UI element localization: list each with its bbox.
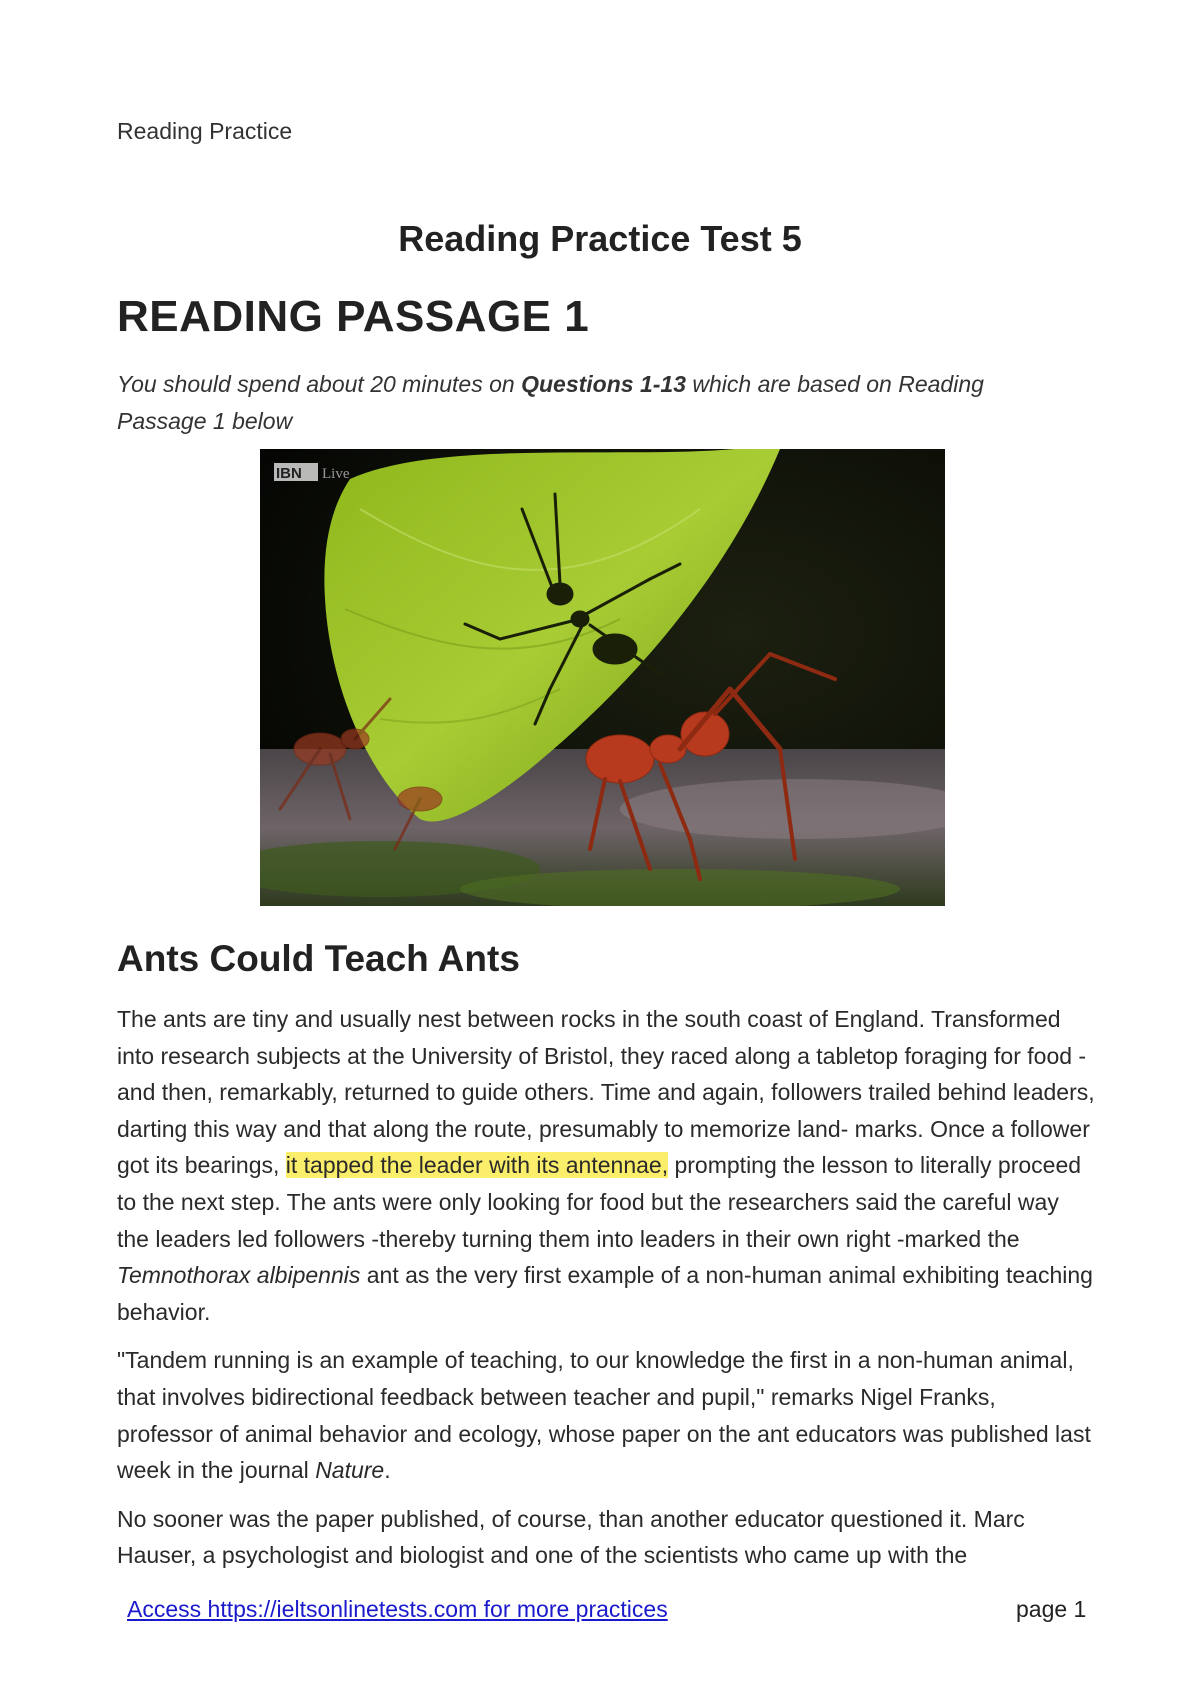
paragraph-2: "Tandem running is an example of teaching, to our knowledge the first in a non-human animal, that involves bidirectional feedback between teacher and pupil," remarks Nigel Franks, professor of animal behavior and ecology, whose paper on the ant educators was published last week in the journal Nature.	[117, 1347, 1091, 1484]
instructions	[117, 366, 1077, 440]
svg-text:Live: Live	[322, 466, 350, 482]
species-name: Temnothorax albipennis	[117, 1262, 361, 1289]
highlighted-text: it tapped the leader with its antennae,	[285, 1152, 669, 1179]
photo-watermark: IBN	[276, 465, 302, 482]
paragraph-3: No sooner was the paper published, of course, than another educator questioned it. Marc Hauser, a psychologist and biologist and one of the scientists who came up with the	[117, 1505, 1025, 1569]
instructions-text-before: You should spend about 20 minutes on	[117, 371, 522, 397]
passage-heading: READING PASSAGE 1	[117, 292, 590, 341]
footer-practice-link[interactable]: Access https://ieltsonlinetests.com for more practices	[127, 1596, 668, 1622]
passage-body	[117, 1001, 1097, 1586]
article-title: Ants Could Teach Ants	[117, 938, 520, 979]
leaf-cutter-ant-photo	[260, 449, 945, 906]
page-number: page 1	[1016, 1596, 1087, 1622]
instructions-questions: Questions 1-13	[521, 371, 686, 397]
page-header: Reading Practice	[117, 118, 293, 144]
instructions-text-after: which are based on Reading Passage 1 below	[117, 371, 984, 434]
journal-name: Nature	[315, 1457, 385, 1484]
test-title: Reading Practice Test 5	[398, 218, 802, 259]
paragraph-1: The ants are tiny and usually nest between rocks in the south coast of England. Transformed into research subjects at the University of Bristol, they raced along a tabletop foraging for food -and then, remarkably, returned to guide others. Time and again, followers trailed behind leaders, darting this way and that along the route, presumably to memorize land- marks. Once a follower got its bearings, it tapped the leader with its antennae, prompting the lesson to literally proceed to the next step. The ants were only looking for food but the researchers said the careful way the leaders led followers -thereby turning them into leaders in their own right -marked the Temnothorax albipennis ant as the very first example of a non-human animal exhibiting teaching behavior.	[117, 1006, 1095, 1325]
